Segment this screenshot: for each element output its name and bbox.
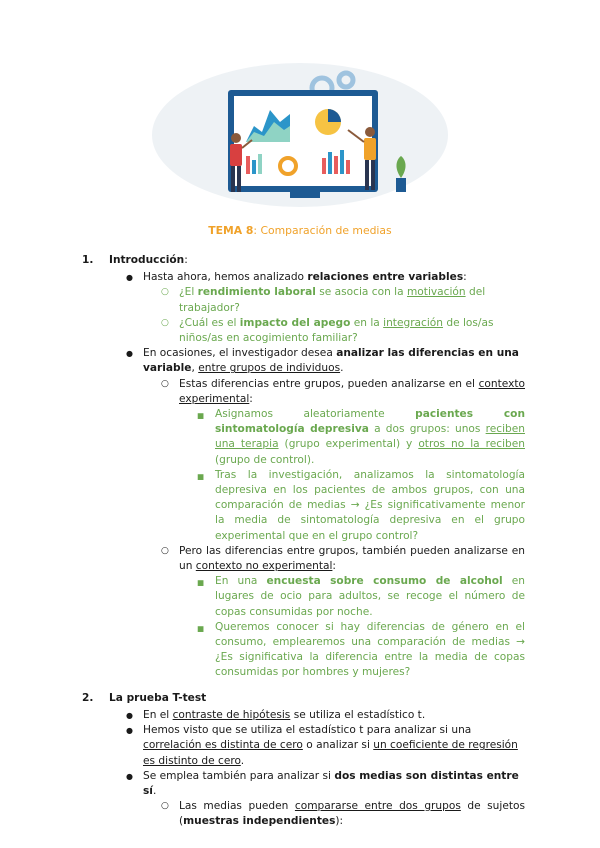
list-item bbox=[197, 468, 525, 544]
title-rest: : Comparación de medias bbox=[253, 224, 392, 237]
bold-text: encuesta sobre consumo de alcohol bbox=[266, 575, 503, 588]
underlined-text: contexto experimental bbox=[179, 377, 525, 405]
underlined-text: motivación bbox=[406, 286, 466, 299]
underlined-text: reciben una terapia bbox=[215, 423, 525, 451]
list-item bbox=[126, 708, 525, 723]
text: a dos grupos: unos bbox=[368, 423, 486, 436]
document-title bbox=[0, 223, 600, 238]
text: o analizar si bbox=[302, 739, 374, 752]
list-item bbox=[161, 377, 525, 544]
bullet-circle-icon: ○ bbox=[161, 801, 169, 812]
bold-text: rendimiento laboral bbox=[197, 286, 316, 299]
list-item bbox=[161, 544, 525, 681]
text: : bbox=[249, 392, 253, 405]
list-item bbox=[126, 769, 525, 830]
list-item bbox=[197, 574, 525, 620]
bold-text: muestras independientes bbox=[183, 815, 336, 828]
text: En ocasiones, el investigador desea bbox=[143, 347, 337, 360]
list-item bbox=[197, 620, 525, 681]
section-title: Introducción bbox=[109, 254, 185, 266]
bullet-dot-icon: ● bbox=[126, 273, 133, 283]
underlined-text: compararse entre dos grupos bbox=[294, 800, 461, 813]
title-bold: TEMA 8 bbox=[208, 224, 254, 237]
section-title: La prueba T-test bbox=[109, 691, 207, 704]
bullet-list bbox=[0, 270, 600, 680]
text: de sujetos ( bbox=[179, 800, 525, 828]
underlined-text: integración bbox=[383, 316, 444, 329]
underlined-text: entre grupos de individuos bbox=[198, 362, 341, 375]
text: Se emplea también para analizar si bbox=[143, 769, 335, 782]
list-item bbox=[161, 316, 525, 346]
text: en lugares de ocio para adultos, se recoge el número de copas consumidas por noche. bbox=[215, 575, 525, 618]
bullet-square-icon: ■ bbox=[197, 471, 205, 481]
document-body bbox=[0, 253, 600, 840]
bullet-square-icon: ■ bbox=[197, 623, 205, 633]
bold-text: relaciones entre variables bbox=[307, 271, 464, 284]
text: Asignamos aleatoriamente bbox=[215, 408, 416, 421]
underlined-text: otros no la reciben bbox=[418, 438, 525, 451]
text: , bbox=[191, 362, 195, 375]
section-introduccion bbox=[0, 253, 600, 681]
text: (grupo experimental) y bbox=[278, 438, 419, 451]
text: : bbox=[332, 560, 336, 573]
text: . bbox=[152, 784, 157, 797]
bullet-list bbox=[0, 708, 600, 830]
section-number: 2. bbox=[82, 691, 94, 704]
text: (grupo de control). bbox=[215, 453, 315, 466]
text: : bbox=[463, 271, 467, 284]
bold-text: dos medias son distintas entre sí bbox=[143, 769, 519, 797]
data-analysis-illustration bbox=[150, 60, 450, 210]
bullet-square-icon: ■ bbox=[197, 411, 205, 421]
text: Hemos visto que se utiliza el estadístico t para analizar si una bbox=[143, 724, 472, 737]
text: Las medias pueden bbox=[179, 800, 295, 813]
bullet-square-icon: ■ bbox=[197, 578, 205, 588]
bold-text: pacientes con sintomatología depresiva bbox=[215, 408, 525, 436]
bold-text: impacto del apego bbox=[239, 316, 351, 329]
text: ): bbox=[335, 815, 344, 828]
text: Hasta ahora, hemos analizado bbox=[143, 271, 308, 284]
bullet-dot-icon: ● bbox=[126, 771, 133, 781]
bullet-dot-icon: ● bbox=[126, 349, 133, 359]
text: Tras la investigación, analizamos la sintomatología depresiva en los pacientes de ambos grupos, con una comparación de medias → ¿Es significativamente menor la media de sintomatología depresiva en el grupo experimental que en el grupo control? bbox=[215, 468, 525, 542]
bold-text: analizar las diferencias en una variable bbox=[143, 347, 519, 375]
list-item bbox=[161, 285, 525, 315]
bullet-dot-icon: ● bbox=[126, 726, 133, 736]
section-t-test bbox=[0, 691, 600, 830]
section-title-suffix: : bbox=[184, 254, 188, 266]
underlined-text: correlación es distinta de cero bbox=[143, 739, 303, 752]
list-item bbox=[197, 407, 525, 468]
underlined-text: contexto no experimental bbox=[195, 560, 333, 573]
text: Pero las diferencias entre grupos, también pueden analizarse en un bbox=[179, 544, 525, 573]
bullet-circle-icon: ○ bbox=[161, 317, 169, 328]
underlined-text: un coeficiente de regresión es distinto de cero bbox=[143, 739, 518, 767]
text: ¿Cuál es el bbox=[179, 316, 240, 329]
list-item bbox=[126, 346, 525, 680]
text: Queremos conocer si hay diferencias de género en el consumo, emplearemos una comparación de medias → ¿Es significativa la diferencia entre la media de copas consumidas por hombres y mujeres? bbox=[215, 620, 525, 679]
list-item bbox=[161, 799, 525, 829]
text: se utiliza el estadístico t. bbox=[290, 708, 426, 721]
bullet-dot-icon: ● bbox=[126, 710, 133, 720]
text: En una bbox=[215, 575, 267, 588]
bullet-circle-icon: ○ bbox=[161, 287, 169, 298]
text: Estas diferencias entre grupos, pueden analizarse en el bbox=[179, 377, 479, 390]
underlined-text: contraste de hipótesis bbox=[172, 708, 291, 721]
list-item bbox=[126, 723, 525, 769]
bullet-circle-icon: ○ bbox=[161, 545, 169, 556]
section-number: 1. bbox=[82, 254, 94, 266]
text: del trabajador? bbox=[179, 286, 486, 314]
text: se asocia con la bbox=[315, 286, 407, 299]
text: . bbox=[340, 362, 344, 375]
text: de los/as niños/as en acogimiento familiar? bbox=[179, 316, 494, 345]
section-heading bbox=[82, 691, 600, 706]
text: . bbox=[240, 754, 245, 767]
section-heading bbox=[82, 253, 600, 268]
text: ¿El bbox=[179, 286, 198, 299]
bullet-circle-icon: ○ bbox=[161, 378, 169, 389]
text: En el bbox=[143, 708, 173, 721]
text: en la bbox=[350, 316, 384, 329]
list-item bbox=[126, 270, 525, 346]
